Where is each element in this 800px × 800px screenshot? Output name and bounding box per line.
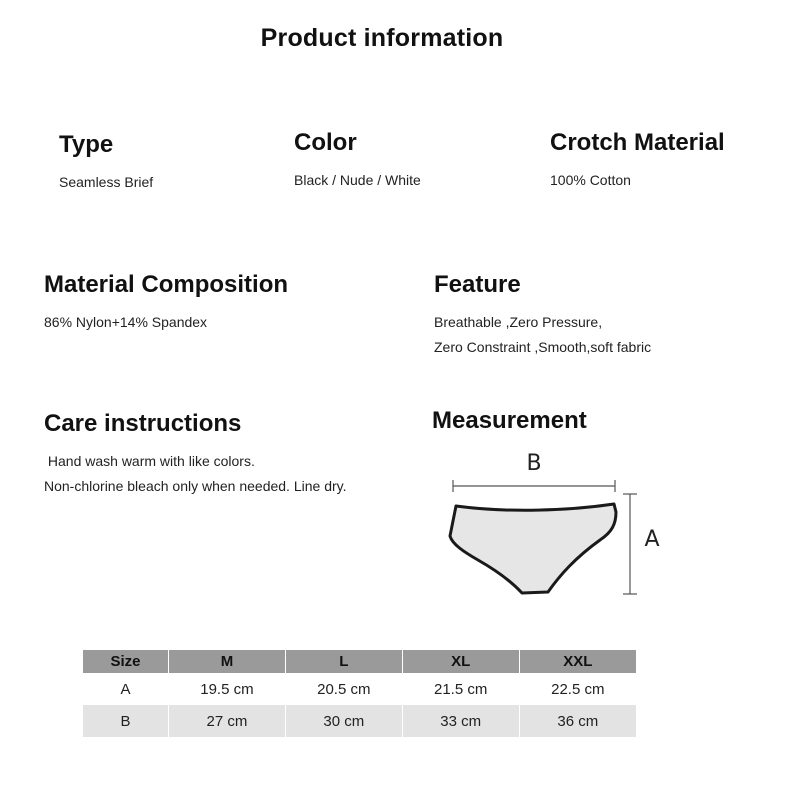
table-cell: A (83, 673, 169, 705)
crotch-material-value: 100% Cotton (550, 172, 631, 188)
table-cell: 36 cm (519, 705, 636, 737)
table-cell: 30 cm (285, 705, 402, 737)
color-value: Black / Nude / White (294, 172, 421, 188)
size-table-header: M (169, 650, 286, 673)
measurement-heading: Measurement (432, 407, 587, 434)
material-composition-value: 86% Nylon+14% Spandex (44, 314, 208, 330)
crotch-material-heading: Crotch Material (550, 129, 725, 156)
care-line-1: Hand wash warm with like colors. (44, 453, 255, 469)
care-line-2: Non-chlorine bleach only when needed. Line dry. (44, 478, 347, 494)
table-cell: 22.5 cm (519, 673, 636, 705)
care-instructions-heading: Care instructions (44, 410, 242, 437)
table-cell: 19.5 cm (169, 673, 286, 705)
page-title: Product information (260, 24, 504, 52)
height-guide (623, 494, 637, 594)
size-table-header: L (285, 650, 402, 673)
size-table-header: XXL (519, 650, 636, 673)
table-cell: B (83, 705, 169, 737)
table-cell: 20.5 cm (285, 673, 402, 705)
feature-heading: Feature (434, 271, 521, 298)
color-heading: Color (294, 129, 357, 156)
feature-line-2: Zero Constraint ,Smooth,soft fabric (434, 339, 652, 355)
table-cell: 33 cm (402, 705, 519, 737)
table-row (83, 673, 637, 705)
height-label-a: A (644, 527, 660, 552)
size-table (82, 650, 636, 737)
size-table-header: Size (83, 650, 169, 673)
type-value: Seamless Brief (59, 174, 154, 190)
size-table-header: XL (402, 650, 519, 673)
table-row (83, 705, 637, 737)
feature-line-1: Breathable ,Zero Pressure, (434, 314, 603, 330)
width-guide (453, 480, 615, 492)
brief-shape-icon (450, 504, 616, 593)
table-cell: 21.5 cm (402, 673, 519, 705)
type-heading: Type (59, 131, 114, 158)
table-cell: 27 cm (169, 705, 286, 737)
width-label-b: B (526, 451, 542, 476)
size-table-header-row (83, 650, 637, 673)
material-composition-heading: Material Composition (44, 271, 289, 298)
brief-measurement-diagram (430, 440, 670, 610)
